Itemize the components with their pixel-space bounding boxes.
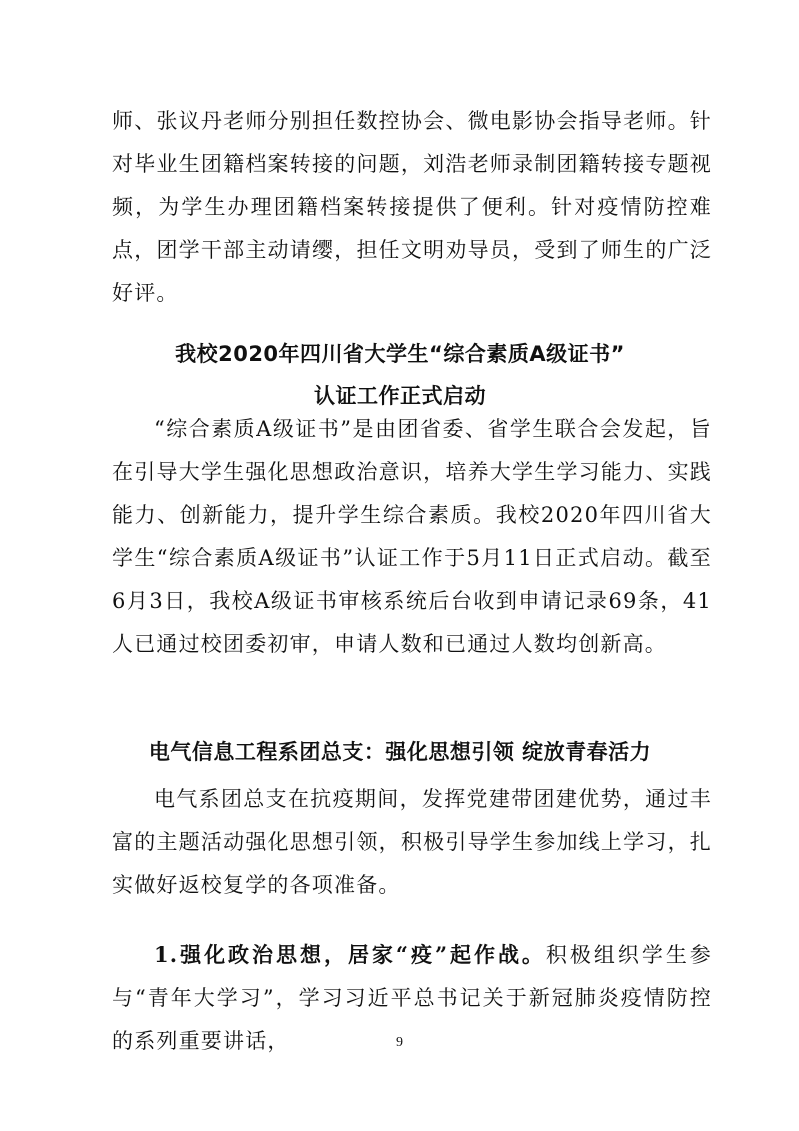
page-number: 9 bbox=[396, 1035, 403, 1050]
certificate-paragraph: “综合素质A级证书”是由团省委、省学生联合会发起，旨在引导大学生强化思想政治意识，培养大学生学习能力、实践能力、创新能力，提升学生综合素质。我校2020年四川省大学生“综合素质A级证书”认证工作于5月11日正式启动。截至6月3日，我校A级证书审核系统后台收到申请记录69条，41人已通过校团委初审，申请人数和已通过人数均创新高。 bbox=[112, 417, 712, 656]
section-title-certificate-line1: 我校2020年四川省大学生“综合素质A级证书” bbox=[175, 342, 625, 366]
section-title-certificate-line2: 认证工作正式启动 bbox=[314, 384, 486, 408]
continued-paragraph: 师、张议丹老师分别担任数控协会、微电影协会指导老师。针对毕业生团籍档案转接的问题，刘浩老师录制团籍转接专题视频，为学生办理团籍档案转接提供了便利。针对疫情防控难点，团学干部主动请缨，担任文明劝导员，受到了师生的广泛好评。 bbox=[112, 109, 712, 305]
item-1-body: 积极组织学生参与“青年大学习”，学习习近平总书记关于新冠肺炎疫情防控的系列重要讲话， bbox=[112, 943, 712, 1053]
item-1-lead: 1.强化政治思想，居家“疫”起作战。 bbox=[154, 942, 546, 967]
section-title-electrical: 电气信息工程系团总支：强化思想引领 绽放青春活力 bbox=[148, 740, 652, 764]
electrical-paragraph: 电气系团总支在抗疫期间，发挥党建带团建优势，通过丰富的主题活动强化思想引领，积极引导学生参加线上学习，扎实做好返校复学的各项准备。 bbox=[112, 787, 712, 897]
